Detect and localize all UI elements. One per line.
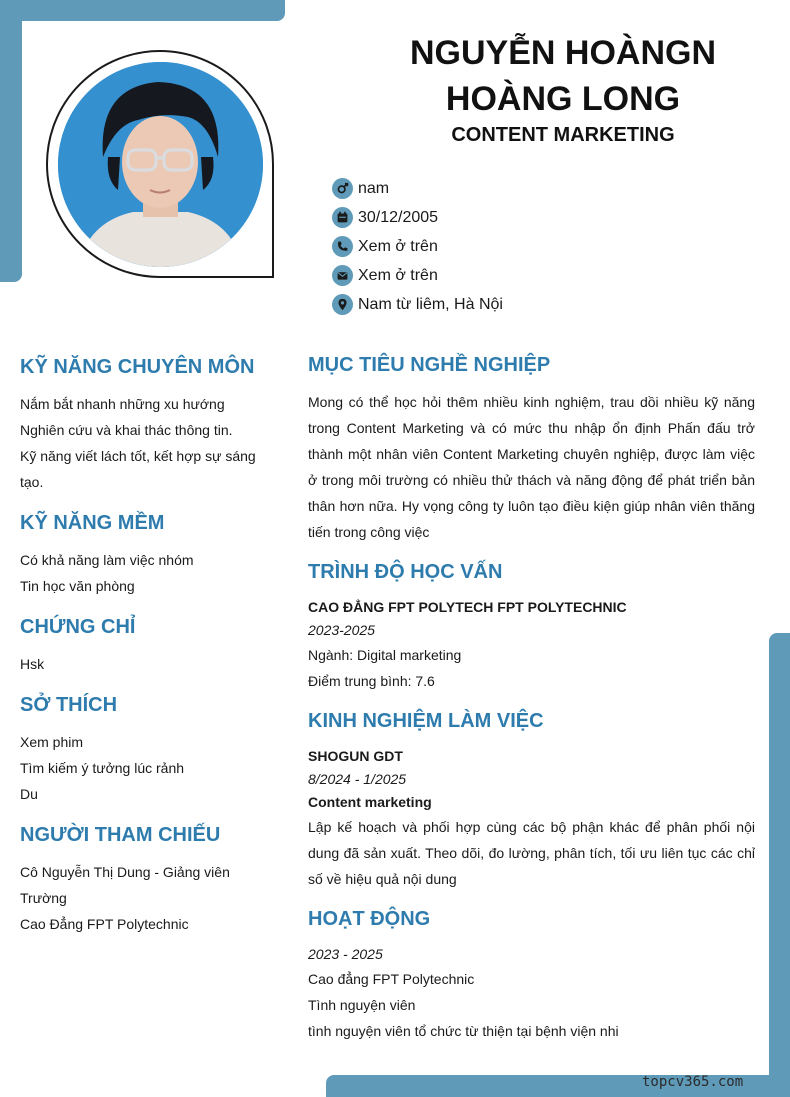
section-professional-skills xyxy=(20,352,280,495)
experience-role: Content marketing xyxy=(308,794,432,810)
section-soft-skills xyxy=(20,508,280,599)
list-item: Nắm bắt nhanh những xu hướng xyxy=(20,396,225,412)
watermark: topcv365.com xyxy=(642,1074,744,1090)
list-item: Tìm kiếm ý tưởng lúc rảnh xyxy=(20,760,185,776)
accent-bar-top xyxy=(0,0,285,21)
section-heading: NGƯỜI THAM CHIẾU xyxy=(20,824,221,846)
candidate-name xyxy=(400,30,726,122)
section-education xyxy=(308,557,755,694)
list-item: Kỹ năng viết lách tốt, kết hợp sự sáng xyxy=(20,448,256,464)
education-period: 2023-2025 xyxy=(308,622,375,638)
education-gpa: Điểm trung bình: 7.6 xyxy=(308,673,435,689)
activity-role: Tình nguyện viên xyxy=(308,997,416,1013)
activity-description: tình nguyện viên tổ chức từ thiện tại bệnh viện nhi xyxy=(308,1023,619,1039)
list-item: Tin học văn phòng xyxy=(20,578,135,594)
contact-gender-text: nam xyxy=(358,179,390,197)
section-heading: KỸ NĂNG MỀM xyxy=(20,512,165,534)
experience-period: 8/2024 - 1/2025 xyxy=(308,771,407,787)
calendar-icon xyxy=(332,207,353,228)
job-title: CONTENT MARKETING xyxy=(451,124,675,146)
contact-birthday-text: 30/12/2005 xyxy=(358,208,439,226)
experience-description: Lập kế hoạch và phối hợp cùng các bộ phận khác để phân phối nội dung đã sản xuất. Theo dõi, đo lường, phân tích, tối ưu liên tục các chỉ số về hiệu quả nội dung xyxy=(308,819,755,887)
section-work-experience xyxy=(308,706,755,892)
name-line-1: NGUYỄN HOÀNGN xyxy=(409,34,717,72)
contact-email xyxy=(332,261,503,290)
contact-email-text: Xem ở trên xyxy=(358,266,438,284)
list-item: tạo. xyxy=(20,474,44,490)
section-references xyxy=(20,820,280,937)
list-item: Cao Đẳng FPT Polytechnic xyxy=(20,916,189,932)
contact-phone xyxy=(332,232,503,261)
list-item: Hsk xyxy=(20,656,45,672)
section-heading: CHỨNG CHỈ xyxy=(20,616,136,638)
list-item: Cô Nguyễn Thị Dung - Giảng viên Trường xyxy=(20,864,230,906)
accent-bar-right xyxy=(769,633,790,1097)
section-career-objective xyxy=(308,350,755,545)
section-activities xyxy=(308,904,755,1044)
contact-gender xyxy=(332,174,503,203)
section-heading: SỞ THÍCH xyxy=(20,694,118,716)
name-line-2: HOÀNG LONG xyxy=(445,80,681,118)
accent-bar-left xyxy=(0,0,22,282)
contact-list xyxy=(332,174,503,319)
section-heading: MỤC TIÊU NGHỀ NGHIỆP xyxy=(308,354,551,376)
contact-address-text: Nam từ liêm, Hà Nội xyxy=(358,295,503,313)
activity-period: 2023 - 2025 xyxy=(308,946,383,962)
list-item: Du xyxy=(20,786,38,802)
gender-icon xyxy=(332,178,353,199)
profile-photo xyxy=(58,62,263,267)
company-name: SHOGUN GDT xyxy=(308,748,403,764)
list-item: Nghiên cứu và khai thác thông tin. xyxy=(20,422,233,438)
section-heading: TRÌNH ĐỘ HỌC VẤN xyxy=(308,561,503,583)
location-icon xyxy=(332,294,353,315)
contact-phone-text: Xem ở trên xyxy=(358,237,438,255)
section-heading: KINH NGHIỆM LÀM VIỆC xyxy=(308,710,544,732)
list-item: Xem phim xyxy=(20,734,84,750)
school-name: CAO ĐẲNG FPT POLYTECH FPT POLYTECHNIC xyxy=(308,599,627,615)
phone-icon xyxy=(332,236,353,257)
contact-birthday xyxy=(332,203,503,232)
list-item: Có khả năng làm việc nhóm xyxy=(20,552,194,568)
section-certificates xyxy=(20,612,280,677)
activity-organization: Cao đẳng FPT Polytechnic xyxy=(308,971,475,987)
section-heading: KỸ NĂNG CHUYÊN MÔN xyxy=(20,356,255,378)
right-column xyxy=(308,350,755,1056)
left-column xyxy=(20,352,280,950)
section-heading: HOẠT ĐỘNG xyxy=(308,908,431,930)
education-major: Ngành: Digital marketing xyxy=(308,647,462,663)
objective-text: Mong có thể học hỏi thêm nhiều kinh nghiệm, trau dồi nhiều kỹ năng trong Content Marketing và có mức thu nhập ổn định Phấn đấu trở thành một nhân viên Content Marketing chuyên nghiệp, được làm việc ở trong môi trường có nhiều thử thách và năng động để phát triển bản thân hơn nữa. Hy vọng công ty luôn tạo điều kiện giúp nhân viên thăng tiến trong công việc xyxy=(308,394,755,540)
section-hobbies xyxy=(20,690,280,807)
contact-address xyxy=(332,290,503,319)
email-icon xyxy=(332,265,353,286)
